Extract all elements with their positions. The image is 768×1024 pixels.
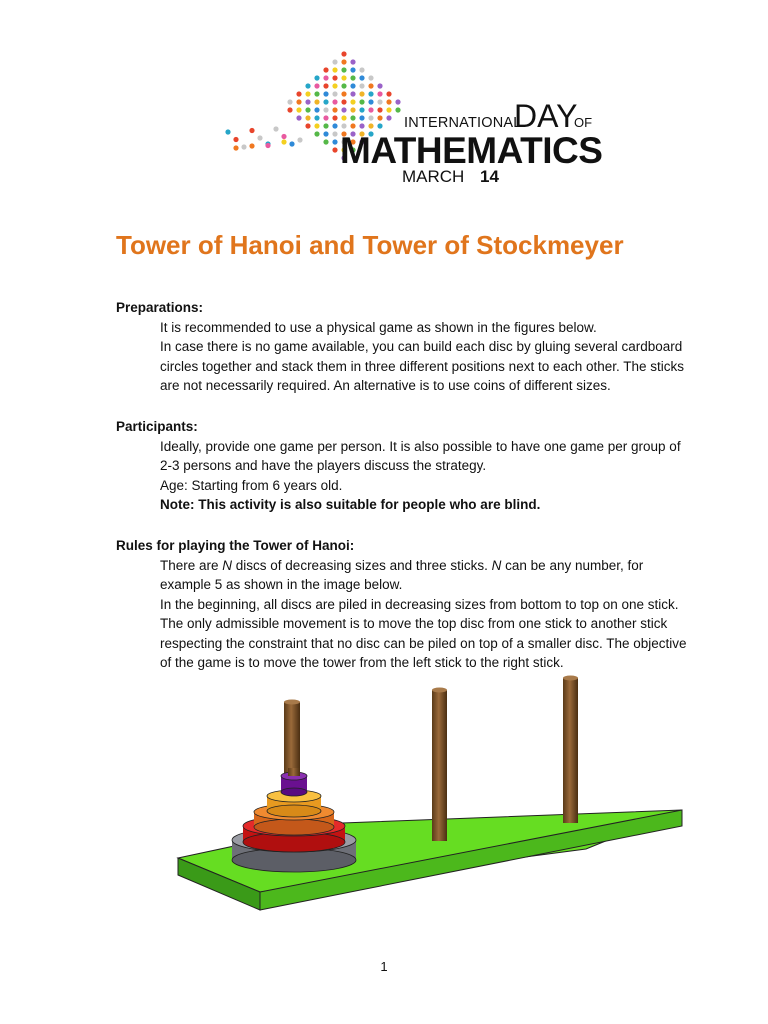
preparations-section	[116, 298, 716, 396]
rules-section	[116, 536, 716, 673]
preparations-line: circles together and stack them in three different positions next to each other. The sticks	[160, 358, 685, 374]
left-stick-top	[284, 700, 300, 705]
tower-of-hanoi-illustration	[170, 668, 690, 918]
rules-text: There are	[160, 557, 223, 573]
logo-of: OF	[574, 115, 593, 130]
page-title: Tower of Hanoi and Tower of Stockmeyer	[116, 230, 624, 260]
logo-day-number: 14	[480, 167, 499, 186]
preparations-line: are not necessarily required. An alternative is to use coins of different sizes.	[160, 378, 611, 393]
right-stick-top	[563, 676, 578, 681]
logo-mathematics: MATHEMATICS	[340, 130, 603, 171]
rules-line	[160, 556, 716, 576]
preparations-line: In case there is no game available, you can build each disc by gluing several cardboard	[160, 339, 683, 354]
logo-wordmark	[222, 44, 602, 194]
preparations-heading: Preparations:	[116, 300, 204, 315]
logo-day: DAY	[514, 98, 578, 134]
participants-line: 2-3 persons and have the players discuss the strategy.	[160, 458, 487, 473]
rules-line: example 5 as shown in the image below.	[160, 577, 403, 592]
rules-text: discs of decreasing sizes and three sticks.	[232, 557, 492, 573]
preparations-line: It is recommended to use a physical game as shown in the figures below.	[160, 319, 597, 335]
rules-line: of the game is to move the tower from the left stick to the right stick.	[160, 655, 564, 670]
international-day-of-mathematics-logo	[222, 44, 602, 194]
logo-international: INTERNATIONAL	[404, 115, 522, 131]
participants-line: Ideally, provide one game per person. It is also possible to have one game per group of	[160, 438, 681, 454]
participants-line: Age: Starting from 6 years old.	[160, 477, 343, 493]
participants-section	[116, 417, 716, 515]
rules-line: The only admissible movement is to move the top disc from one stick to another stick	[160, 616, 668, 631]
rules-variable-n: N	[222, 557, 233, 573]
rules-variable-n: N	[491, 557, 502, 573]
middle-stick-top	[432, 688, 447, 693]
logo-march: MARCH	[402, 167, 465, 186]
rules-line: In the beginning, all discs are piled in decreasing sizes from bottom to top on one stick.	[160, 596, 679, 612]
rules-text: can be any number, for	[501, 557, 644, 573]
participants-note: Note: This activity is also suitable for people who are blind.	[160, 497, 541, 512]
right-stick	[563, 678, 578, 823]
rules-line: respecting the constraint that no disc can be piled on top of a smaller disc. The objective	[160, 635, 687, 651]
page-number: 1	[380, 959, 388, 974]
rules-heading: Rules for playing the Tower of Hanoi:	[116, 538, 355, 553]
participants-heading: Participants:	[116, 419, 198, 434]
middle-stick	[432, 690, 447, 841]
